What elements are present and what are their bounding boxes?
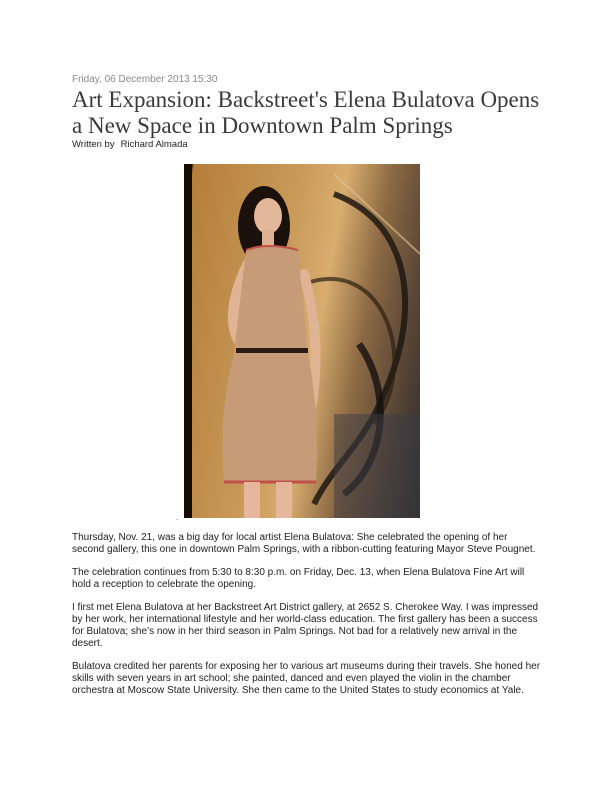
article-body <box>72 532 542 708</box>
photo-caption: . <box>176 513 179 522</box>
article-photo <box>184 164 420 518</box>
article-title: Art Expansion: Backstreet's Elena Bulatova Opens a New Space in Downtown Palm Springs <box>72 87 540 138</box>
paragraph: Bulatova credited her parents for exposing her to various art museums during their travels. She honed her skills with seven years in art school; she painted, danced and even played the violin in the chamber orchestra at Moscow State University. She then came to the United States to study economics at Yale. <box>72 661 541 696</box>
article-date: Friday, 06 December 2013 15:30 <box>72 74 218 85</box>
byline-prefix: Written by <box>72 139 115 150</box>
author-name: Richard Almada <box>120 139 188 150</box>
paragraph: The celebration continues from 5:30 to 8:30 p.m. on Friday, Dec. 13, when Elena Bulatova Fine Art will hold a reception to celebrate the opening. <box>72 567 525 590</box>
paragraph: I first met Elena Bulatova at her Backstreet Art District gallery, at 2652 S. Cherokee Way. I was impressed by her work, her international lifestyle and her world-class education. The first gallery has been a success for Bulatova; she’s now in her third season in Palm Springs. Not bad for a relatively new arrival in the desert. <box>72 602 539 649</box>
paragraph: Thursday, Nov. 21, was a big day for local artist Elena Bulatova: She celebrated the opening of her second gallery, this one in downtown Palm Springs, with a ribbon-cutting featuring Mayor Steve Pougnet. <box>72 532 536 555</box>
byline <box>72 139 188 150</box>
